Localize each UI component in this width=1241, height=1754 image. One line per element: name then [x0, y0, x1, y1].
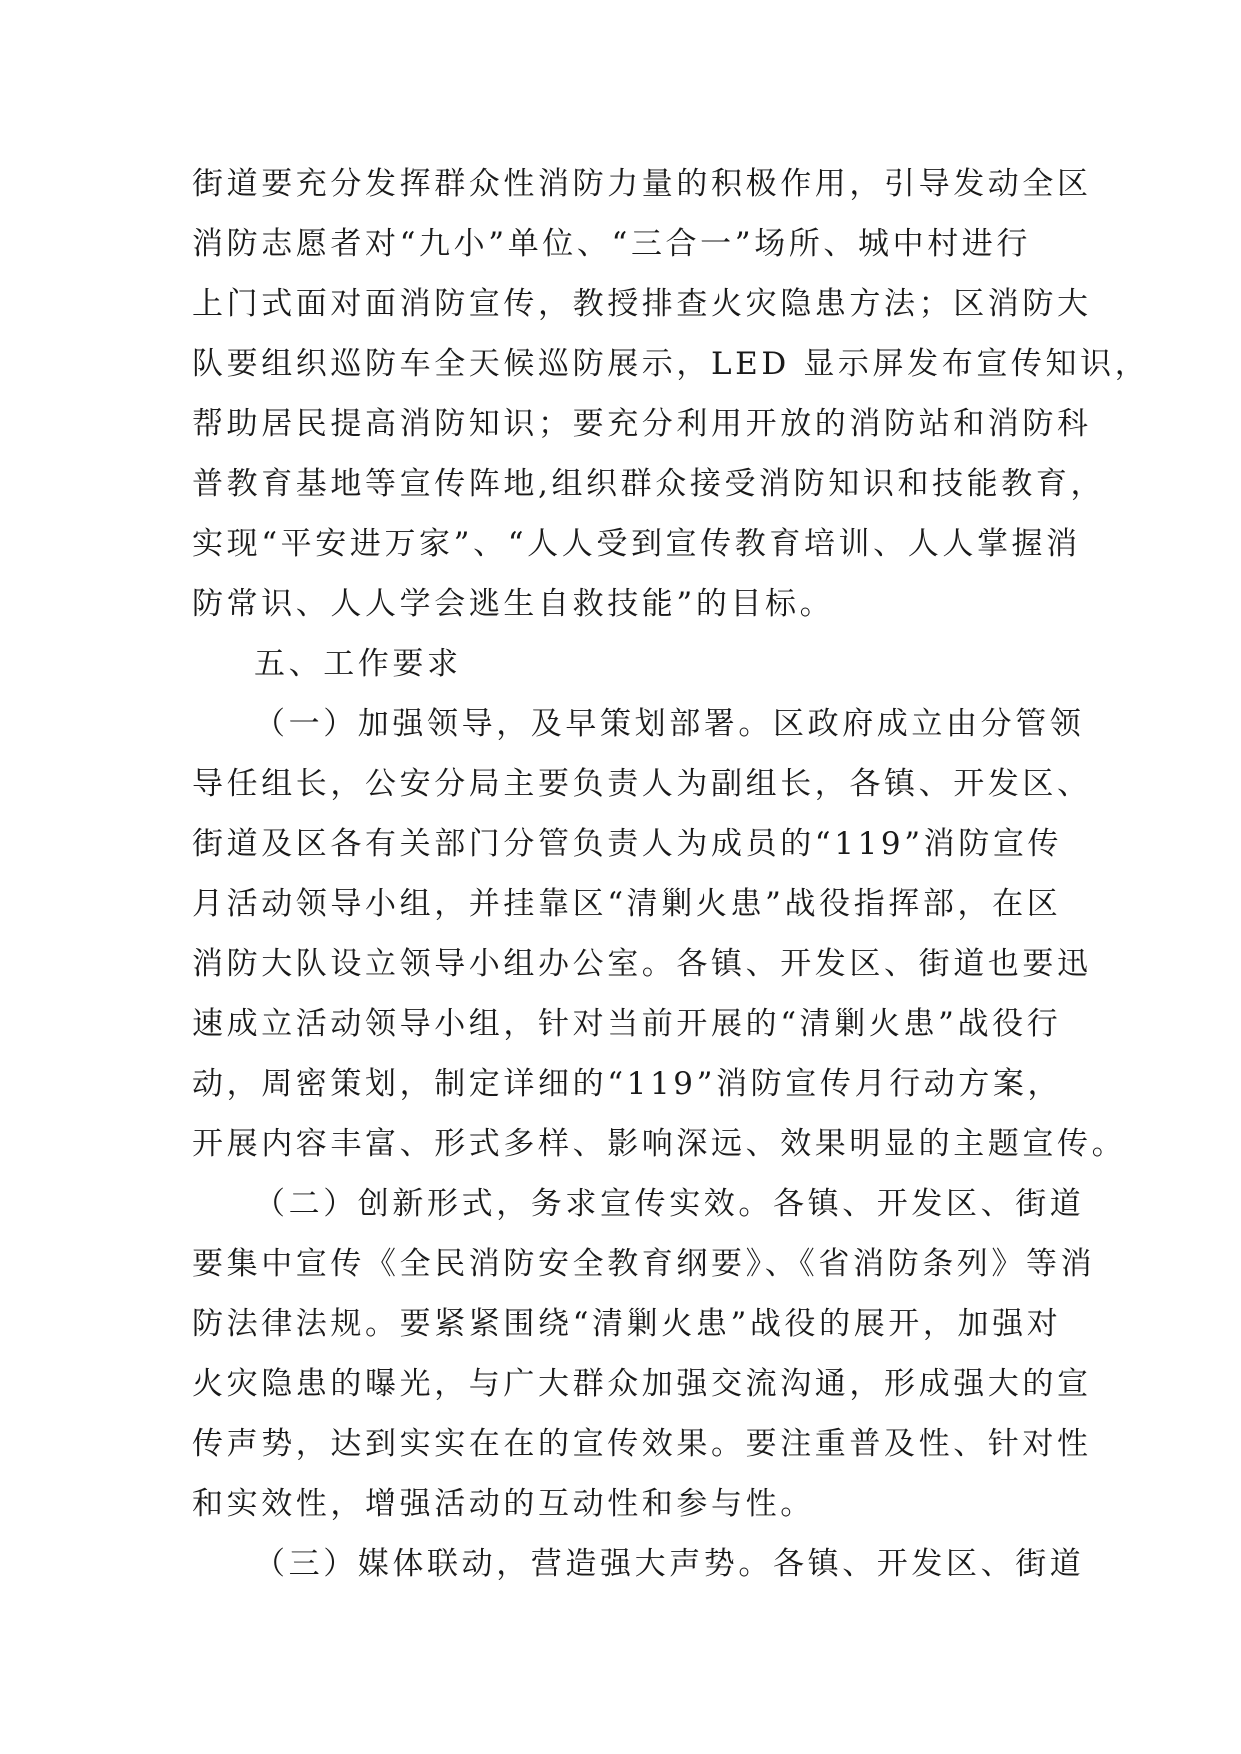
body-line: 速成立活动领导小组，针对当前开展的“清剿火患”战役行	[192, 1006, 1062, 1042]
body-line: 动，周密策划，制定详细的“119”消防宣传月行动方案，	[192, 1066, 1063, 1102]
body-line: 防法律法规。要紧紧围绕“清剿火患”战役的展开，加强对	[192, 1306, 1062, 1342]
body-line: 月活动领导小组，并挂靠区“清剿火患”战役指挥部，在区	[192, 886, 1062, 922]
paragraph-start-line: （二）创新形式，务求宣传实效。各镇、开发区、街道	[254, 1186, 1085, 1222]
section-heading: 五、工作要求	[254, 646, 462, 682]
body-line: 普教育基地等宣传阵地,组织群众接受消防知识和技能教育，	[192, 466, 1106, 502]
body-line: 帮助居民提高消防知识；要充分利用开放的消防站和消防科	[192, 406, 1092, 442]
body-line: 要集中宣传《全民消防安全教育纲要》、《省消防条列》等消	[192, 1246, 1096, 1282]
body-line: 开展内容丰富、形式多样、影响深远、效果明显的主题宣传。	[192, 1126, 1127, 1162]
document-body	[192, 154, 1150, 1594]
body-line: 街道及区各有关部门分管负责人为成员的“119”消防宣传	[192, 826, 1063, 862]
body-line: 实现“平安进万家”、“人人受到宣传教育培训、人人掌握消	[192, 526, 1081, 562]
body-line: 导任组长，公安分局主要负责人为副组长，各镇、开发区、	[192, 766, 1092, 802]
body-line: 消防志愿者对“九小”单位、“三合一”场所、城中村进行	[192, 226, 1031, 262]
paragraph-start-line: （三）媒体联动，营造强大声势。各镇、开发区、街道	[254, 1546, 1085, 1582]
body-line: 消防大队设立领导小组办公室。各镇、开发区、街道也要迅	[192, 946, 1092, 982]
body-line: 防常识、人人学会逃生自救技能”的目标。	[192, 586, 835, 622]
body-line: 街道要充分发挥群众性消防力量的积极作用，引导发动全区	[192, 166, 1092, 202]
body-line: 传声势，达到实实在在的宣传效果。要注重普及性、针对性	[192, 1426, 1092, 1462]
paragraph-start-line: （一）加强领导，及早策划部署。区政府成立由分管领	[254, 706, 1085, 742]
body-line: 和实效性，增强活动的互动性和参与性。	[192, 1486, 815, 1522]
body-line: 队要组织巡防车全天候巡防展示，LED 显示屏发布宣传知识，	[192, 346, 1150, 382]
body-line: 上门式面对面消防宣传，教授排查火灾隐患方法；区消防大	[192, 286, 1092, 322]
body-line: 火灾隐患的曝光，与广大群众加强交流沟通，形成强大的宣	[192, 1366, 1092, 1402]
